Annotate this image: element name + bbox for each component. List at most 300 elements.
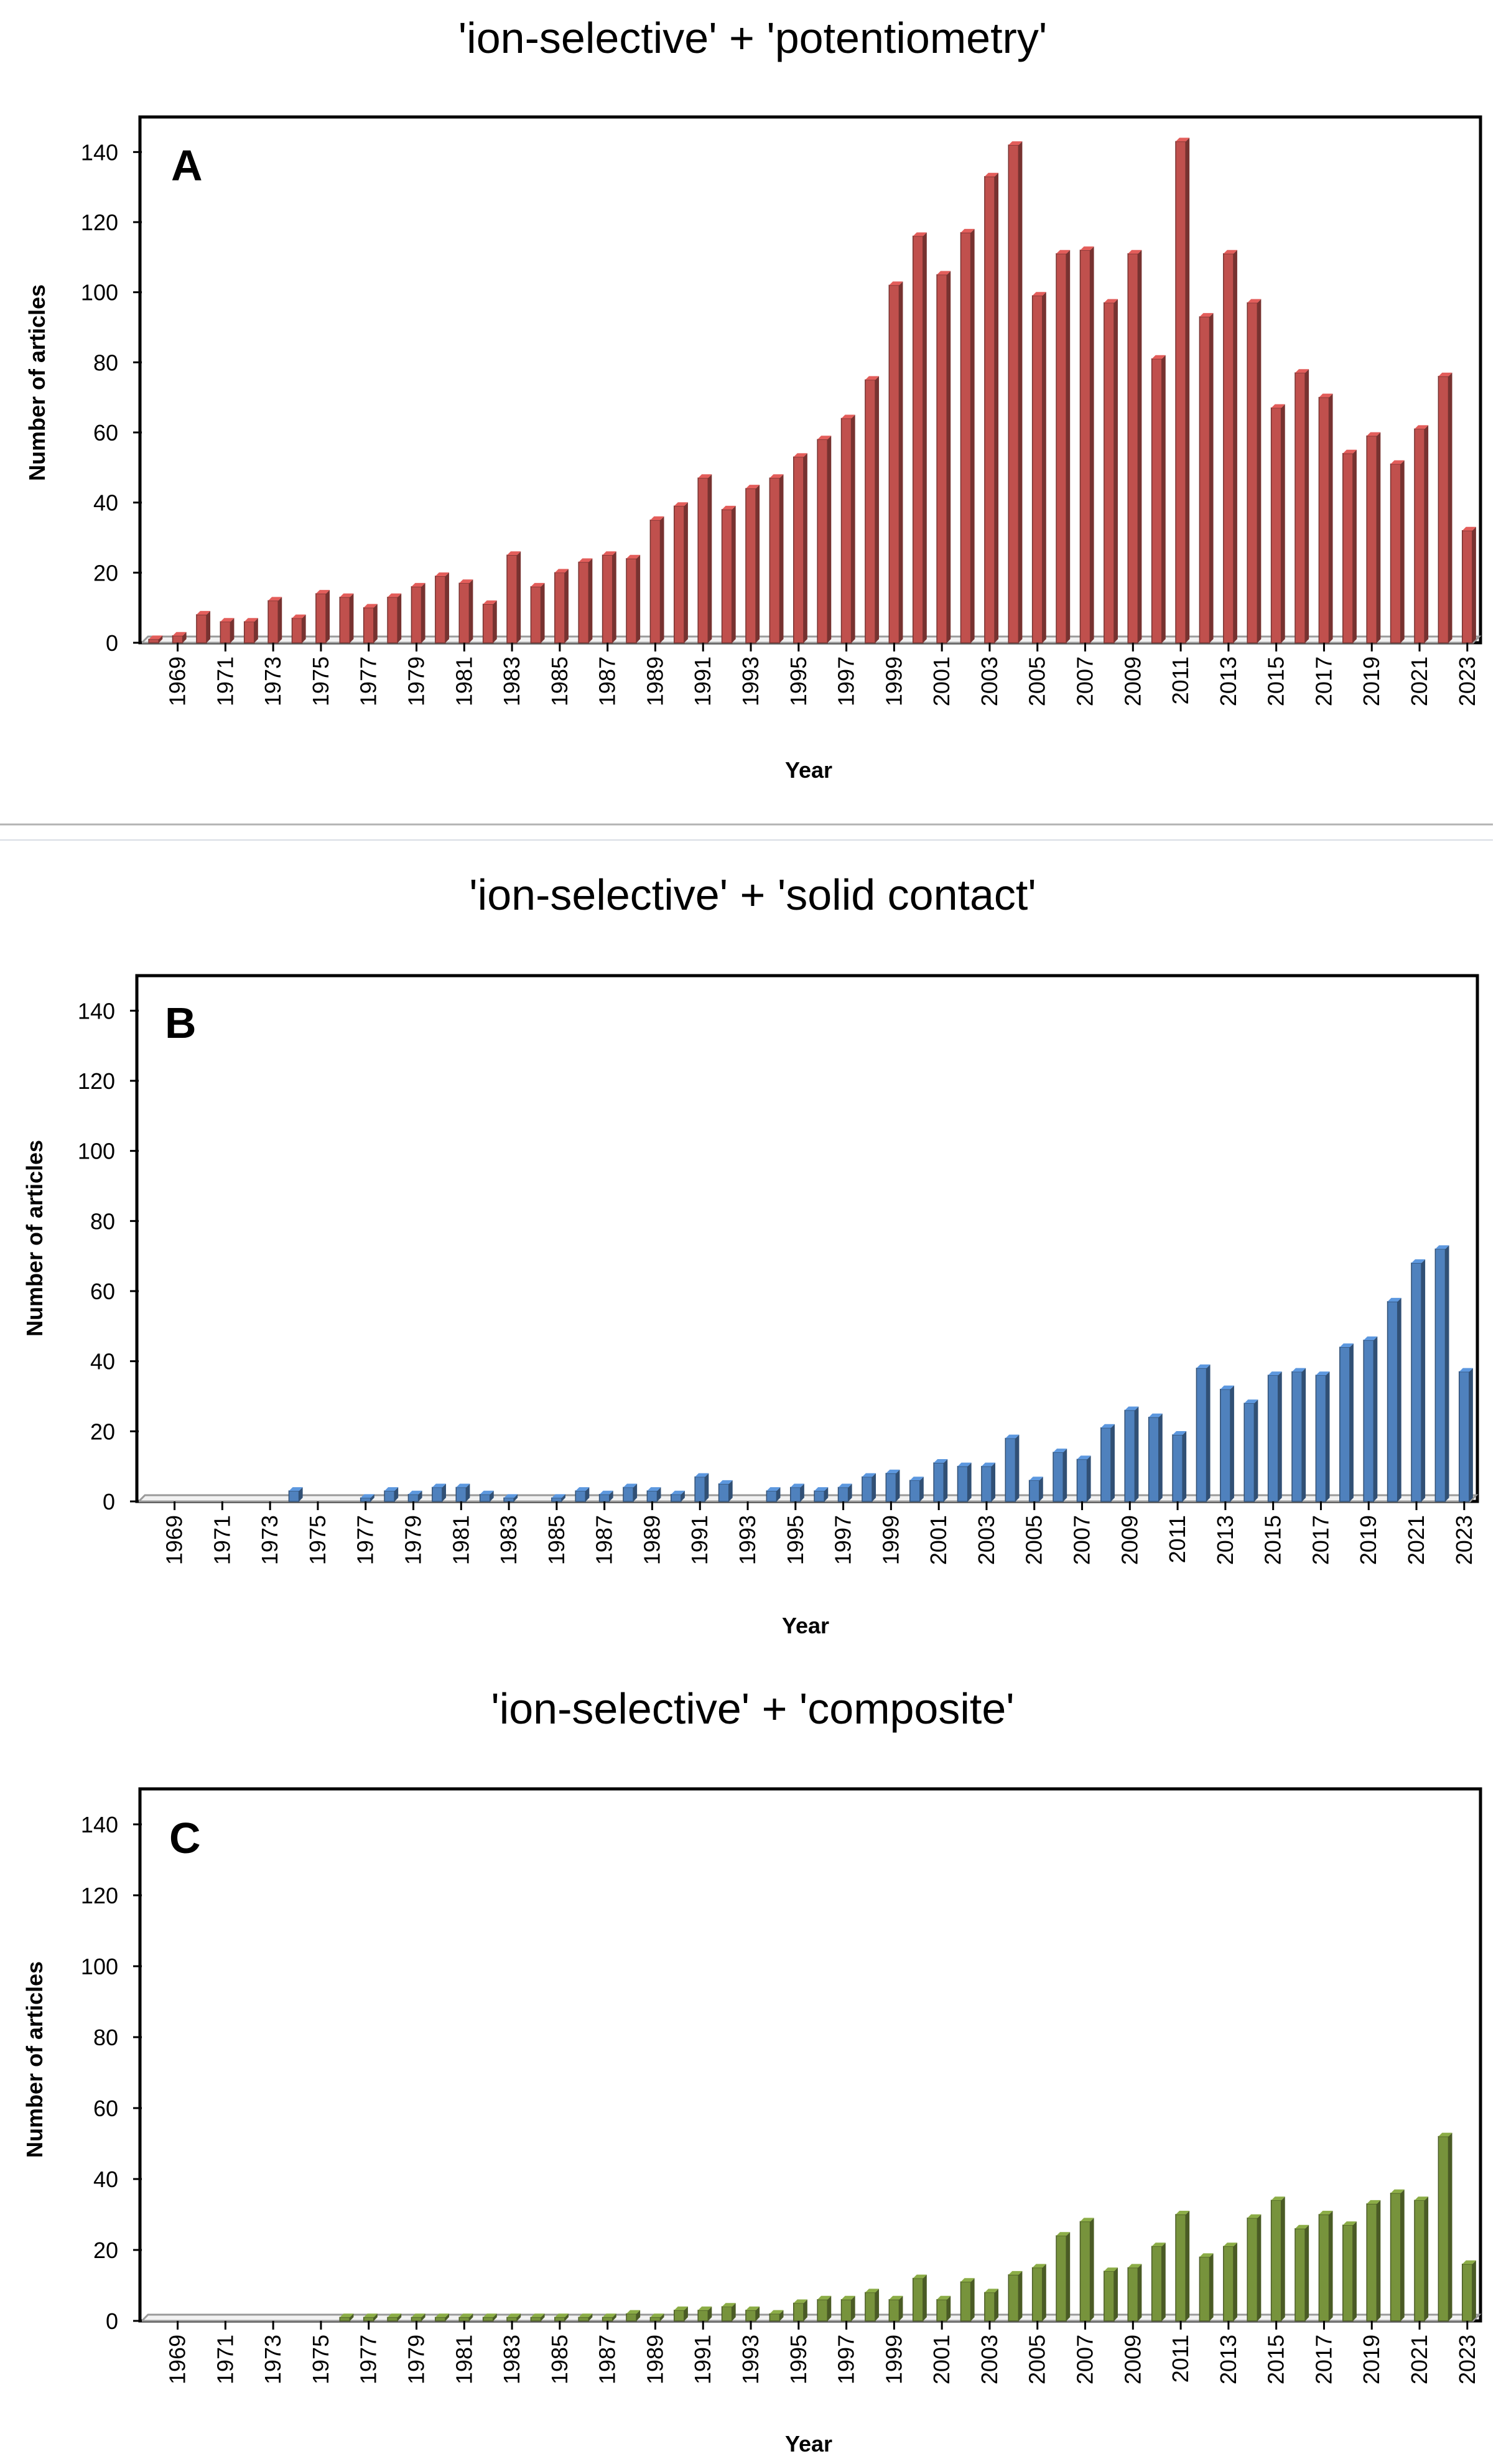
x-tick-label: 2013 — [1212, 1515, 1238, 1566]
bar-front — [340, 597, 350, 643]
y-tick-label: 100 — [80, 1954, 118, 1979]
bar-front — [603, 2317, 613, 2321]
bar-front — [1128, 2268, 1138, 2322]
x-tick-label: 2011 — [1168, 656, 1194, 705]
bar-front — [316, 594, 326, 643]
y-tick-label: 40 — [90, 1348, 115, 1374]
bar-front — [361, 1498, 371, 1501]
bar-side — [588, 558, 592, 643]
bar-front — [1295, 2229, 1305, 2321]
x-tick-label: 1997 — [833, 2335, 859, 2385]
x-tick-label: 1971 — [209, 1515, 235, 1566]
bar — [1176, 138, 1189, 643]
bar-side — [875, 376, 879, 643]
bar — [985, 2289, 998, 2321]
bar-front — [647, 1491, 657, 1501]
bar-front — [1008, 2275, 1018, 2321]
x-tick-label: 2013 — [1215, 656, 1241, 707]
bar — [1295, 2225, 1309, 2321]
bar-front — [1388, 1302, 1398, 1501]
bar-front — [1367, 436, 1377, 643]
bar — [456, 1483, 470, 1501]
y-tick-label: 0 — [102, 1489, 115, 1514]
bar-front — [1101, 1428, 1111, 1501]
bar-front — [507, 2317, 517, 2321]
x-tick-label: 1975 — [307, 2335, 333, 2385]
x-tick-label: 2015 — [1260, 1515, 1286, 1566]
x-tick-label: 1985 — [543, 1515, 569, 1566]
chart-panel-b — [22, 870, 1477, 1638]
bar — [1319, 394, 1332, 643]
bar — [1438, 2133, 1452, 2321]
x-tick-label: 2023 — [1454, 2335, 1480, 2385]
x-axis — [165, 643, 1480, 706]
bar — [647, 1487, 661, 1501]
y-tick-label: 140 — [80, 1812, 118, 1837]
bar-front — [480, 1495, 490, 1501]
bar-front — [1435, 1249, 1445, 1501]
bar-front — [937, 275, 947, 643]
bar — [1152, 355, 1166, 643]
bar — [384, 1487, 398, 1501]
bar-side — [684, 502, 688, 643]
bar-side — [899, 2296, 903, 2321]
bar — [1104, 299, 1118, 643]
bar-front — [913, 2279, 923, 2321]
x-axis — [165, 2321, 1480, 2384]
bar-side — [661, 516, 664, 643]
x-tick-label: 1969 — [161, 1515, 187, 1566]
bar — [674, 502, 688, 643]
bar-side — [517, 551, 521, 643]
bar — [766, 1487, 780, 1501]
bar-side — [613, 551, 616, 643]
bar-front — [695, 1477, 705, 1501]
bar-front — [244, 622, 254, 643]
bar — [289, 1487, 302, 1501]
bar-side — [469, 579, 473, 643]
x-tick-label: 1999 — [881, 2335, 907, 2385]
bar — [459, 579, 473, 643]
bar-side — [1305, 2225, 1309, 2321]
x-tick-label: 1979 — [403, 656, 429, 707]
y-tick-label: 60 — [90, 1279, 115, 1304]
bar-front — [746, 488, 756, 643]
bar-side — [374, 604, 378, 643]
bar — [220, 618, 234, 643]
bar-side — [756, 485, 760, 643]
x-tick-label: 1993 — [738, 2335, 764, 2385]
bar-side — [1425, 425, 1428, 643]
bar-front — [1033, 296, 1043, 643]
bar-side — [1448, 373, 1452, 643]
bar — [1319, 2211, 1332, 2321]
bar-side — [827, 436, 831, 643]
bar-front — [1319, 2214, 1329, 2321]
bar-side — [1254, 1399, 1258, 1501]
bar-front — [1343, 454, 1353, 643]
bar-side — [899, 281, 903, 643]
bar-front — [1247, 303, 1257, 643]
bar — [910, 1477, 924, 1501]
y-tick-label: 60 — [93, 420, 118, 446]
x-tick-label: 1981 — [451, 2335, 477, 2385]
bar — [1247, 2214, 1261, 2321]
y-tick-label: 20 — [93, 560, 118, 586]
bar — [575, 1487, 589, 1501]
bar-side — [1445, 1245, 1449, 1501]
bar-front — [1462, 531, 1472, 643]
bar-front — [435, 576, 445, 643]
x-tick-label: 2009 — [1120, 656, 1146, 707]
bar-front — [388, 2317, 397, 2321]
bar-side — [1234, 250, 1237, 643]
x-axis-label: Year — [784, 757, 833, 783]
x-tick-label: 1977 — [355, 2335, 381, 2385]
bar — [411, 583, 425, 643]
x-tick-label: 1979 — [403, 2335, 429, 2385]
x-tick-label: 1997 — [833, 656, 859, 707]
x-tick-label: 1991 — [690, 656, 716, 707]
panel-letter: A — [171, 141, 203, 190]
x-tick-label: 2011 — [1164, 1515, 1191, 1564]
bar — [698, 474, 712, 643]
bar — [244, 618, 258, 643]
x-axis-label: Year — [784, 2431, 833, 2457]
bar-front — [1459, 1372, 1469, 1501]
bar-front — [671, 1495, 681, 1501]
x-tick-label: 2021 — [1403, 1515, 1429, 1566]
bar-front — [1080, 2221, 1090, 2321]
bar-front — [507, 555, 517, 643]
bar-front — [600, 1495, 610, 1501]
bar-side — [804, 453, 807, 643]
x-tick-label: 1971 — [212, 2335, 238, 2385]
bar-front — [865, 380, 875, 643]
bar-side — [1281, 2196, 1285, 2321]
bar-side — [1087, 1455, 1091, 1501]
bar-side — [852, 2296, 855, 2321]
bar — [1101, 1424, 1115, 1501]
bar — [1367, 432, 1380, 643]
bar-front — [289, 1491, 299, 1501]
bar-side — [1186, 138, 1189, 643]
bar-front — [889, 285, 899, 643]
x-tick-label: 1983 — [496, 1515, 522, 1566]
bar-side — [705, 1473, 709, 1501]
bar-front — [1005, 1439, 1015, 1501]
bar-front — [1364, 1340, 1374, 1501]
bar — [817, 2296, 831, 2321]
y-axis-label: Number of articles — [24, 284, 50, 482]
bar-front — [531, 2317, 541, 2321]
x-tick-label: 1981 — [451, 656, 477, 707]
bar-side — [1018, 2271, 1022, 2321]
bar — [1295, 369, 1309, 643]
bar-side — [541, 583, 545, 643]
bar-side — [1353, 450, 1357, 643]
bar-side — [565, 569, 569, 643]
bar-side — [350, 594, 353, 643]
bar-front — [579, 562, 588, 643]
bar-side — [1377, 432, 1380, 643]
bar — [913, 233, 927, 643]
bar-front — [531, 587, 541, 643]
bar-front — [1319, 398, 1329, 643]
bar — [1367, 2200, 1380, 2321]
bar-front — [794, 2303, 804, 2322]
bar-front — [698, 478, 708, 643]
bar-side — [1401, 2190, 1405, 2321]
bar — [1438, 373, 1452, 643]
bar-front — [1224, 254, 1234, 643]
bar-side — [923, 2275, 927, 2321]
bar-side — [278, 597, 282, 643]
bar — [886, 1470, 899, 1501]
x-tick-label: 1973 — [260, 656, 286, 707]
bar — [695, 1473, 709, 1501]
bar-front — [674, 2310, 684, 2321]
x-tick-label: 1979 — [400, 1515, 426, 1566]
bar-side — [1066, 2232, 1070, 2321]
bar — [1104, 2267, 1118, 2321]
bar-side — [1350, 1343, 1354, 1501]
bar-front — [1271, 408, 1281, 643]
bar-front — [626, 559, 636, 643]
bar-front — [1128, 254, 1138, 643]
x-tick-label: 1977 — [355, 656, 381, 707]
y-tick-label: 140 — [77, 998, 115, 1024]
bar — [1388, 1298, 1401, 1501]
bar-side — [944, 1459, 947, 1501]
x-tick-label: 2003 — [973, 1515, 999, 1566]
bar-side — [1210, 313, 1214, 643]
bar-front — [842, 418, 852, 643]
x-tick-label: 1977 — [352, 1515, 378, 1566]
bar — [1415, 2196, 1428, 2321]
bar-front — [1199, 2257, 1209, 2321]
bar-front — [1173, 1435, 1183, 1501]
bar-side — [1302, 1368, 1306, 1501]
bar-front — [1271, 2200, 1281, 2321]
bar-front — [794, 457, 804, 643]
chart-panel-c — [22, 1684, 1480, 2457]
bar-side — [1043, 292, 1046, 643]
bar — [839, 1483, 852, 1501]
bar — [1268, 1371, 1282, 1501]
bar — [1459, 1368, 1473, 1501]
bar-front — [1152, 2246, 1162, 2321]
bar-front — [364, 2317, 374, 2321]
bar-front — [1056, 2236, 1066, 2321]
bar — [814, 1487, 828, 1501]
bar-front — [555, 572, 565, 643]
bar-front — [862, 1477, 872, 1501]
bar-side — [872, 1473, 876, 1501]
bar — [1220, 1386, 1234, 1501]
bar-front — [268, 600, 278, 643]
bar — [555, 569, 569, 643]
bar-side — [445, 572, 449, 643]
bar-front — [555, 2317, 565, 2321]
y-tick-label: 20 — [90, 1419, 115, 1445]
x-tick-label: 1995 — [782, 1515, 808, 1566]
bar-side — [1401, 460, 1405, 643]
bar-front — [769, 2314, 779, 2321]
bar — [579, 558, 592, 643]
bar-front — [769, 478, 779, 643]
bar-side — [1043, 2264, 1046, 2322]
chart-title: 'ion-selective' + 'potentiometry' — [458, 14, 1048, 62]
y-axis-label: Number of articles — [22, 1139, 47, 1337]
bar-side — [971, 2278, 975, 2321]
bar-front — [842, 2300, 852, 2321]
bar — [388, 594, 401, 643]
x-tick-label: 1991 — [687, 1515, 713, 1566]
bar — [722, 506, 736, 643]
bar-side — [708, 474, 712, 643]
bar-front — [1438, 2137, 1448, 2321]
bar-front — [340, 2317, 350, 2321]
bar — [1316, 1371, 1329, 1501]
bar — [1199, 2253, 1213, 2321]
bar-front — [1030, 1480, 1039, 1501]
bar — [746, 2307, 760, 2321]
y-tick-label: 100 — [77, 1138, 115, 1164]
bar — [934, 1459, 947, 1501]
bar-front — [432, 1487, 442, 1501]
x-tick-label: 1985 — [546, 656, 572, 707]
bar-side — [827, 2296, 831, 2321]
bar-side — [422, 583, 425, 643]
bar-front — [982, 1467, 992, 1501]
y-tick-label: 0 — [105, 2308, 118, 2334]
bar-front — [603, 555, 613, 643]
bar — [1128, 2264, 1141, 2322]
x-axis — [162, 1501, 1477, 1565]
bar — [1008, 2271, 1022, 2321]
bar — [1030, 1477, 1043, 1501]
bar — [292, 615, 305, 643]
bar-side — [1114, 299, 1118, 643]
x-tick-label: 1975 — [307, 656, 333, 707]
x-tick-label: 1973 — [257, 1515, 283, 1566]
bar — [364, 604, 378, 643]
bar — [1080, 2218, 1094, 2321]
bar-side — [920, 1477, 924, 1501]
bar — [746, 485, 760, 643]
bar-front — [814, 1491, 824, 1501]
y-axis-label: Number of articles — [22, 1961, 47, 2158]
bar-front — [1176, 141, 1186, 643]
bar-front — [886, 1473, 896, 1501]
panel-letter: B — [165, 999, 197, 1047]
bar — [1128, 250, 1141, 643]
bar-front — [960, 233, 970, 643]
panel-separator — [0, 824, 1493, 840]
x-tick-label: 1971 — [212, 656, 238, 707]
bar — [719, 1480, 733, 1501]
bar-front — [1080, 250, 1090, 643]
bar-front — [411, 2317, 421, 2321]
x-tick-label: 2007 — [1072, 656, 1098, 707]
bar — [623, 1483, 637, 1501]
y-tick-label: 40 — [93, 2167, 118, 2192]
bar — [432, 1483, 446, 1501]
bar-side — [1210, 2253, 1214, 2321]
bar-side — [1472, 2261, 1476, 2321]
y-axis — [81, 139, 142, 656]
bar — [1152, 2242, 1166, 2321]
bar-side — [1039, 1477, 1043, 1501]
bar-front — [384, 1491, 394, 1501]
bar-side — [1114, 2267, 1118, 2321]
bar — [1271, 2196, 1285, 2321]
bar-side — [207, 611, 210, 643]
bar-front — [1224, 2246, 1234, 2321]
bar — [268, 597, 282, 643]
bar-side — [1159, 1414, 1163, 1501]
chart-panel-a — [24, 14, 1480, 783]
bar-front — [459, 2317, 469, 2321]
bar-front — [839, 1487, 848, 1501]
bar — [937, 2296, 951, 2321]
bar-front — [1268, 1375, 1278, 1501]
bar-front — [1462, 2264, 1472, 2321]
bar-front — [1247, 2218, 1257, 2321]
bar-front — [1438, 376, 1448, 643]
bar-side — [1398, 1298, 1401, 1501]
x-tick-label: 1987 — [594, 2335, 620, 2385]
bar-side — [992, 1463, 995, 1501]
bar-front — [722, 510, 732, 643]
bar-front — [1411, 1263, 1421, 1501]
x-tick-label: 2005 — [1021, 1515, 1047, 1566]
y-axis — [81, 1812, 142, 2334]
x-tick-label: 2009 — [1120, 2335, 1146, 2385]
bar-front — [483, 604, 493, 643]
bar — [531, 583, 544, 643]
bar — [865, 2289, 879, 2321]
x-tick-label: 2001 — [929, 2335, 955, 2385]
bar-front — [1056, 254, 1066, 643]
bar-front — [865, 2292, 875, 2321]
bar-front — [1295, 373, 1305, 643]
bar-front — [623, 1487, 633, 1501]
bar — [507, 551, 521, 643]
x-tick-label: 1987 — [594, 656, 620, 707]
x-tick-label: 1985 — [546, 2335, 572, 2385]
x-tick-label: 2011 — [1168, 2335, 1194, 2383]
x-tick-label: 1969 — [164, 2335, 190, 2385]
bar-front — [650, 520, 660, 643]
x-tick-label: 2023 — [1451, 1515, 1477, 1566]
bar-front — [459, 583, 469, 643]
bar-front — [1176, 2214, 1186, 2321]
bar — [483, 600, 497, 643]
x-tick-label: 1975 — [304, 1515, 330, 1566]
bar — [1462, 2261, 1476, 2321]
bar-side — [875, 2289, 879, 2321]
bar-side — [732, 506, 736, 643]
x-tick-label: 2007 — [1072, 2335, 1098, 2385]
bar-side — [1329, 394, 1333, 643]
bar-side — [896, 1470, 899, 1501]
chart-title: 'ion-selective' + 'composite' — [491, 1684, 1015, 1733]
bar — [985, 173, 998, 643]
bar-side — [1135, 1407, 1138, 1501]
bar-side — [995, 2289, 998, 2321]
